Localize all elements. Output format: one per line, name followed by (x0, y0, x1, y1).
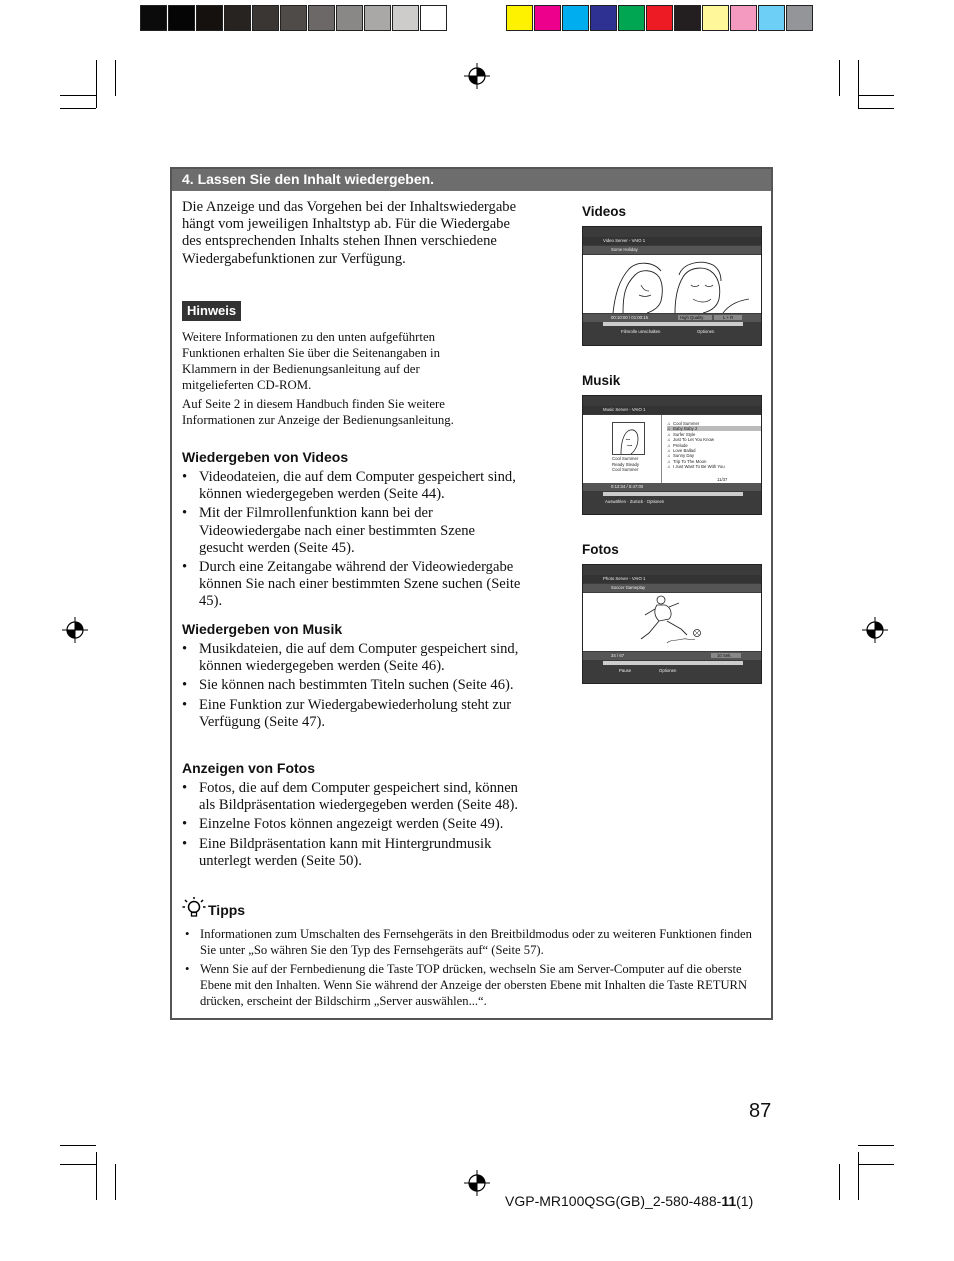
hinweis-text-1: Weitere Informationen zu den unten aufgeführten Funktionen erhalten Sie über die Seitenangaben in Klammern in der Bedienungsanleitung auf der mitgelieferten CD-ROM. (182, 330, 440, 392)
track-row[interactable] (667, 453, 761, 458)
videos-screen (582, 226, 762, 346)
fotos-heading: Anzeigen von Fotos (182, 760, 315, 776)
color-swatch (506, 5, 533, 31)
list-item: • Informationen zum Umschalten des Fernsehgeräts in den Breitbildmodus oder zu weiteren Funktionen finden Sie unter „So währen Sie den Typ des Fernsehgeräts auf“ (Seite 57). (182, 926, 757, 958)
list-item: • Eine Funktion zur Wiedergabewiederholung steht zur Verfügung (Seite 47). (182, 697, 522, 731)
photo-hint-left: Pause (619, 668, 632, 673)
video-server-name: Video Server - VAIO 1 (603, 238, 646, 243)
track-title: Sunny Day (673, 453, 695, 459)
color-swatch (702, 5, 729, 31)
music-note-icon: ♫ (667, 421, 671, 426)
track-row[interactable] (667, 459, 761, 464)
music-time: 0:12:34 / 5:47:00 (611, 484, 644, 489)
registration-mark-left (62, 617, 88, 643)
color-swatch (168, 5, 195, 31)
list-item: • Musikdateien, die auf dem Computer gespeichert sind, können wiedergegeben werden (Seite 46). (182, 641, 522, 675)
list-item: • Fotos, die auf dem Computer gespeichert sind, können als Bildpräsentation wiedergegeben werden (Seite 48). (182, 780, 522, 814)
color-swatch (674, 5, 701, 31)
list-item: • Mit der Filmrollenfunktion kann bei der Videowiedergabe nach einer bestimmten Szene gesucht werden (Seite 45). (182, 505, 522, 557)
photo-progress-bar[interactable] (603, 661, 743, 665)
page-number: 87 (749, 1100, 772, 1122)
cover-line-2: Ready Steady (612, 462, 639, 467)
content-frame (170, 167, 773, 1020)
track-title: Cool Summer (673, 421, 700, 426)
tipps-list (182, 926, 757, 1012)
video-hint-right: Optionen (697, 329, 715, 334)
photo-title: Soccer Gameplay (611, 585, 646, 590)
color-swatch (392, 5, 419, 31)
section-header (172, 169, 771, 191)
registration-mark-right (862, 617, 888, 643)
color-swatch (534, 5, 561, 31)
music-progress-bar[interactable] (603, 492, 743, 496)
section-title: 4. Lassen Sie den Inhalt wiedergeben. (182, 171, 435, 187)
musik-list (182, 641, 522, 733)
music-note-icon: ♫ (667, 453, 671, 459)
intro-paragraph: Die Anzeige und das Vorgehen bei der Inhaltswiedergabe hängt vom jeweiligen Inhaltstyp ab. Für die Wiedergabe des entsprechenden Inhalts stehen Ihnen verschiedene Wiedergabefunktionen zur Verfügung. (182, 199, 517, 267)
list-item: • Durch eine Zeitangabe während der Videowiedergabe können Sie nach einer bestimmten Szene suchen (Seite 45). (182, 559, 522, 611)
list-item: • Wenn Sie auf der Fernbedienung die Taste TOP drücken, wechseln Sie am Server-Computer auf die oberste Ebene mit den Inhalten. Wenn Sie während der Anzeige der obersten Ebene mit Inhalten die Taste RETURN drücken, erscheint der Bildschirm „Server auswählen...“. (182, 961, 757, 1009)
track-title: Trip To The Moon (673, 458, 707, 464)
track-title: Baby Baby 2 (673, 426, 698, 432)
color-swatch (618, 5, 645, 31)
track-row[interactable] (667, 464, 761, 469)
tipps-heading: Tipps (208, 902, 246, 918)
track-title: Love Ballad (673, 448, 696, 453)
hinweis-badge: Hinweis (182, 301, 241, 321)
music-note-icon: ♫ (667, 464, 671, 470)
video-audio-mode: L + R (723, 315, 734, 320)
fotos-screen-label: Fotos (582, 542, 619, 557)
color-swatch (420, 5, 447, 31)
movie-still-illustration (583, 255, 761, 313)
registration-mark-bottom (464, 1170, 490, 1196)
music-note-icon: ♫ (667, 458, 671, 464)
video-hint-left: Filmrolle umschalten (621, 329, 661, 334)
cover-line-1: Cool Summer (612, 456, 639, 461)
music-panel (583, 415, 761, 483)
video-progress-bar[interactable] (603, 322, 743, 326)
color-swatch (140, 5, 167, 31)
color-swatch (730, 5, 757, 31)
color-swatch (786, 5, 813, 31)
music-note-icon: ♫ (667, 431, 671, 437)
track-row[interactable] (667, 421, 761, 426)
photo-counter: 34 / 67 (611, 653, 625, 658)
color-swatch (196, 5, 223, 31)
track-title: Just To Let You Know (673, 437, 715, 443)
music-server-name: Music Server - VAIO 1 (603, 407, 646, 412)
video-frame (583, 255, 761, 313)
track-title: Surfer Style (673, 431, 696, 437)
track-row[interactable] (667, 448, 761, 453)
color-swatch (562, 5, 589, 31)
color-swatch (308, 5, 335, 31)
list-item: • Eine Bildpräsentation kann mit Hintergrundmusik unterlegt werden (Seite 50). (182, 836, 522, 870)
photo-frame (583, 593, 761, 651)
track-row[interactable] (667, 432, 761, 437)
hinweis-text-2: Auf Seite 2 in diesem Handbuch finden Sie weitere Informationen zur Anzeige der Bedienungsanleitung. (182, 397, 454, 427)
soccer-player-illustration (583, 593, 761, 651)
color-swatch (590, 5, 617, 31)
album-cover (612, 422, 645, 455)
track-title: I Just Want To Be With You (673, 464, 725, 470)
color-swatch (224, 5, 251, 31)
track-row[interactable] (667, 437, 761, 442)
music-note-icon: ♫ (667, 437, 671, 443)
fotos-list (182, 780, 522, 872)
list-item: • Sie können nach bestimmten Titeln suchen (Seite 46). (182, 677, 522, 694)
videos-screen-label: Videos (582, 204, 627, 219)
music-note-icon: ♫ (667, 426, 671, 432)
color-swatch (758, 5, 785, 31)
lightbulb-icon (182, 896, 206, 922)
color-swatch (364, 5, 391, 31)
footer-bold: 11 (721, 1193, 737, 1209)
list-item: • Videodateien, die auf dem Computer gespeichert sind, können wiedergegeben werden (Seite 44). (182, 469, 522, 503)
photo-server-name: Photo Server - VAIO 1 (603, 576, 646, 581)
videos-list (182, 469, 522, 613)
track-count: 11/37 (717, 477, 728, 482)
album-art-illustration (613, 423, 644, 454)
track-row[interactable] (667, 426, 761, 431)
musik-heading: Wiedergeben von Musik (182, 621, 343, 637)
registration-mark-top (464, 63, 490, 89)
footer-suffix: (1) (736, 1193, 754, 1209)
musik-screen (582, 395, 762, 515)
list-item: • Einzelne Fotos können angezeigt werden (Seite 49). (182, 816, 522, 833)
cover-line-3: Cool Summer (612, 467, 639, 472)
video-title: Some Holiday (611, 247, 638, 252)
videos-heading: Wiedergeben von Videos (182, 449, 349, 465)
fotos-screen (582, 564, 762, 684)
color-swatch (280, 5, 307, 31)
color-swatch (646, 5, 673, 31)
track-title: Prelude (673, 442, 688, 448)
color-swatch (252, 5, 279, 31)
music-hint: Auswählen · Zurück · Optionen (605, 499, 665, 504)
color-swatch (336, 5, 363, 31)
slideshow-interval: 10 Sek. (717, 653, 732, 658)
photo-hint-right: Optionen (659, 668, 677, 673)
musik-screen-label: Musik (582, 373, 621, 388)
music-note-icon: ♫ (667, 448, 671, 453)
footer-prefix: VGP-MR100QSG(GB)_2-580-488- (505, 1193, 722, 1209)
footer-code (505, 1193, 753, 1209)
music-note-icon: ♫ (667, 442, 671, 448)
video-quality: High Quality (680, 315, 704, 320)
video-time: 00:10:00 / 01:00:15 (611, 315, 649, 320)
track-row[interactable] (667, 443, 761, 448)
